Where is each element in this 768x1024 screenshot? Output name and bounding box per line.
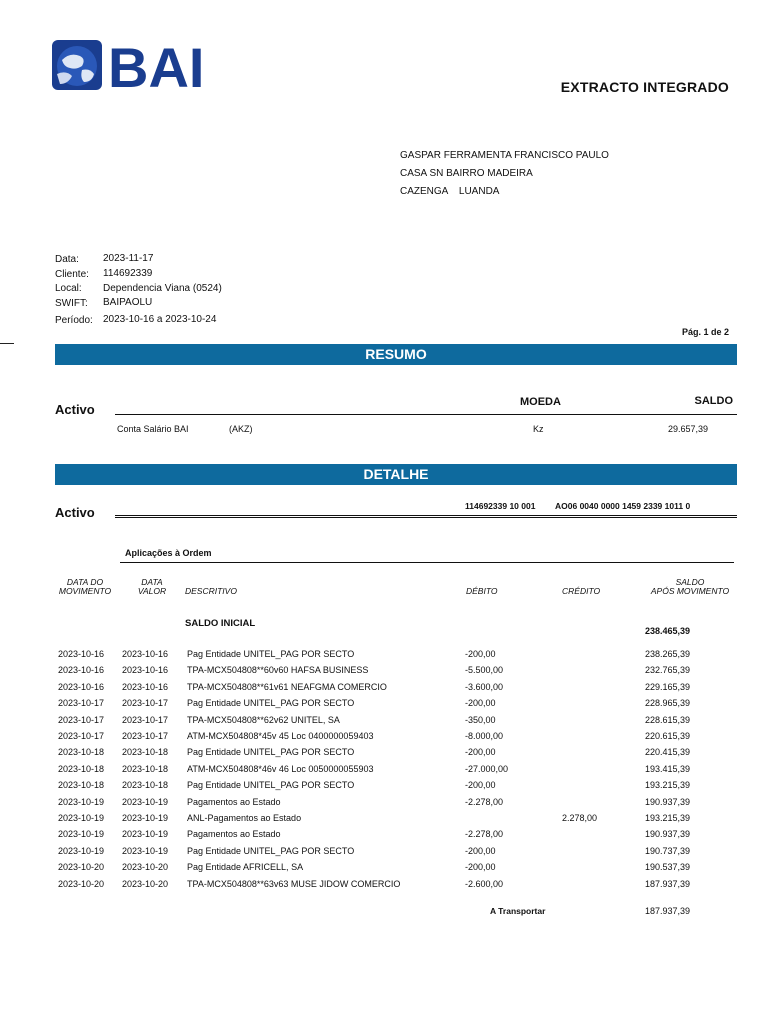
- transport-label: A Transportar: [490, 906, 546, 916]
- row-balance: 193.215,39: [644, 780, 690, 791]
- account-name: Conta Salário BAI: [117, 424, 189, 434]
- row-debit: -5.500,00: [465, 665, 504, 676]
- row-valor-date: 2023-10-17: [122, 731, 169, 741]
- row-description: Pagamentos ao Estado: [187, 796, 281, 807]
- row-valor-date: 2023-10-17: [122, 698, 169, 709]
- globe-icon: [52, 40, 212, 92]
- row-description: Pag Entidade AFRICELL, SA: [187, 862, 304, 873]
- row-debit: -200,00: [465, 862, 496, 873]
- subsection-title: Aplicações à Ordem: [125, 548, 212, 558]
- row-valor-date: 2023-10-18: [122, 763, 169, 774]
- table-row: [0, 846, 768, 862]
- row-description: ANL-Pagamentos ao Estado: [187, 813, 302, 823]
- row-valor-date: 2023-10-16: [122, 665, 169, 676]
- row-valor-date: 2023-10-16: [122, 649, 169, 659]
- row-debit: -200,00: [465, 649, 496, 659]
- table-row: [0, 731, 768, 747]
- resumo-band: RESUMO: [55, 344, 737, 365]
- row-date: 2023-10-18: [58, 780, 105, 791]
- row-credit: 2.278,00: [562, 813, 598, 823]
- row-balance: 193.215,39: [644, 813, 690, 823]
- detalhe-band: DETALHE: [55, 464, 737, 485]
- row-debit: -200,00: [465, 845, 496, 856]
- row-date: 2023-10-20: [58, 862, 105, 873]
- row-balance: 232.765,39: [644, 665, 690, 676]
- swift-label: SWIFT:: [55, 298, 88, 309]
- row-date: 2023-10-19: [58, 845, 105, 856]
- row-date: 2023-10-18: [58, 747, 105, 758]
- row-description: Pagamentos ao Estado: [187, 829, 281, 840]
- row-balance: 220.415,39: [644, 747, 690, 758]
- table-row: [0, 829, 768, 845]
- moeda-header: MOEDA: [520, 396, 561, 408]
- svg-text:BAI: BAI: [108, 40, 205, 92]
- client-value: 114692339: [103, 268, 153, 279]
- row-description: TPA-MCX504808**63v63 MUSE JIDOW COMERCIO: [187, 878, 401, 889]
- row-debit: -200,00: [465, 747, 496, 758]
- table-row: [0, 649, 768, 665]
- row-debit: -2.278,00: [465, 796, 504, 807]
- col-header-data-movimento: [50, 578, 120, 596]
- table-row: [0, 879, 768, 895]
- address-line-3: CAZENGA LUANDA: [400, 186, 500, 197]
- row-balance: 190.937,39: [644, 829, 690, 840]
- row-date: 2023-10-19: [58, 829, 105, 840]
- detalhe-section-title: Activo: [55, 505, 95, 520]
- document-title: EXTRACTO INTEGRADO: [560, 79, 729, 95]
- col-header-debito: DÉBITO: [466, 586, 498, 596]
- account-moeda: Kz: [533, 424, 544, 434]
- row-valor-date: 2023-10-19: [122, 845, 169, 856]
- row-valor-date: 2023-10-19: [122, 829, 169, 840]
- col-header-descritivo: DESCRITIVO: [185, 586, 237, 596]
- transport-value: 187.937,39: [644, 906, 690, 916]
- row-date: 2023-10-20: [58, 878, 105, 889]
- col-header-line: APÓS MOVIMENTO: [650, 586, 730, 596]
- table-row: [0, 715, 768, 731]
- date-value: 2023-11-17: [103, 253, 154, 264]
- account-number: 114692339 10 001: [465, 501, 536, 511]
- row-date: 2023-10-17: [58, 714, 105, 725]
- row-date: 2023-10-19: [58, 813, 105, 823]
- table-row: [0, 780, 768, 796]
- period-label: Período:: [55, 315, 93, 326]
- row-valor-date: 2023-10-19: [122, 813, 169, 823]
- swift-value: BAIPAOLU: [103, 297, 153, 308]
- row-debit: -2.278,00: [465, 829, 504, 840]
- period-value: 2023-10-16 a 2023-10-24: [103, 314, 217, 325]
- row-description: Pag Entidade UNITEL_PAG POR SECTO: [187, 780, 355, 791]
- saldo-inicial-label: SALDO INICIAL: [185, 618, 256, 629]
- table-row: [0, 764, 768, 780]
- account-saldo: 29.657,39: [667, 424, 708, 434]
- row-debit: -27.000,00: [465, 763, 509, 774]
- row-debit: -3.600,00: [465, 681, 504, 692]
- row-valor-date: 2023-10-20: [122, 878, 169, 889]
- row-description: ATM-MCX504808*46v 46 Loc 0050000055903: [187, 763, 374, 774]
- detalhe-divider: [115, 515, 737, 518]
- row-date: 2023-10-16: [58, 649, 105, 659]
- col-header-data-valor: [122, 578, 182, 596]
- row-description: Pag Entidade UNITEL_PAG POR SECTO: [187, 698, 355, 709]
- row-balance: 190.537,39: [644, 862, 690, 873]
- account-currency: (AKZ): [229, 424, 253, 434]
- col-header-credito: CRÉDITO: [562, 586, 601, 596]
- row-valor-date: 2023-10-20: [122, 862, 169, 873]
- date-label: Data:: [55, 254, 79, 265]
- row-balance: 228.965,39: [644, 698, 690, 709]
- row-debit: -200,00: [465, 698, 496, 709]
- row-balance: 193.415,39: [644, 763, 690, 774]
- row-balance: 228.615,39: [644, 714, 690, 725]
- client-label: Cliente:: [55, 269, 89, 280]
- page-number: Pág. 1 de 2: [681, 327, 729, 337]
- row-balance: 190.737,39: [644, 845, 690, 856]
- table-row: [0, 665, 768, 681]
- col-header-line: DATA: [141, 577, 163, 587]
- table-row: [0, 797, 768, 813]
- row-debit: -350,00: [465, 714, 496, 725]
- margin-mark: [0, 343, 14, 344]
- row-date: 2023-10-18: [58, 763, 105, 774]
- row-valor-date: 2023-10-19: [122, 796, 169, 807]
- row-balance: 220.615,39: [644, 731, 690, 741]
- local-label: Local:: [55, 283, 82, 294]
- table-row: [0, 682, 768, 698]
- row-valor-date: 2023-10-18: [122, 747, 169, 758]
- row-valor-date: 2023-10-17: [122, 714, 169, 725]
- saldo-header: SALDO: [694, 395, 733, 407]
- table-row: [0, 813, 768, 829]
- address-line-1: GASPAR FERRAMENTA FRANCISCO PAULO: [400, 150, 609, 161]
- row-description: TPA-MCX504808**62v62 UNITEL, SA: [187, 714, 340, 725]
- row-date: 2023-10-17: [58, 698, 105, 709]
- col-header-line: MOVIMENTO: [58, 586, 112, 596]
- row-balance: 187.937,39: [644, 878, 690, 889]
- row-debit: -2.600,00: [465, 878, 504, 889]
- resumo-section-title: Activo: [55, 402, 95, 417]
- address-line-2: CASA SN BAIRRO MADEIRA: [400, 168, 533, 179]
- local-value: Dependencia Viana (0524): [103, 283, 222, 294]
- col-header-saldo: [640, 578, 740, 596]
- table-row: [0, 698, 768, 714]
- row-description: TPA-MCX504808**60v60 HAFSA BUSINESS: [187, 665, 369, 676]
- col-header-line: SALDO: [675, 577, 705, 587]
- row-date: 2023-10-16: [58, 681, 105, 692]
- row-balance: 229.165,39: [644, 681, 690, 692]
- subsection-divider: [120, 562, 734, 563]
- row-balance: 238.265,39: [644, 649, 690, 659]
- bai-logo: [52, 40, 212, 92]
- row-description: Pag Entidade UNITEL_PAG POR SECTO: [187, 845, 355, 856]
- row-date: 2023-10-17: [58, 731, 105, 741]
- row-description: TPA-MCX504808**61v61 NEAFGMA COMERCIO: [187, 681, 387, 692]
- row-valor-date: 2023-10-18: [122, 780, 169, 791]
- row-debit: -200,00: [465, 780, 496, 791]
- iban: AO06 0040 0000 1459 2339 1011 0: [555, 501, 691, 511]
- row-description: ATM-MCX504808*45v 45 Loc 0400000059403: [187, 731, 374, 741]
- col-header-line: DATA DO: [66, 577, 104, 587]
- row-date: 2023-10-19: [58, 796, 105, 807]
- row-valor-date: 2023-10-16: [122, 681, 169, 692]
- row-balance: 190.937,39: [644, 796, 690, 807]
- row-date: 2023-10-16: [58, 665, 105, 676]
- resumo-divider: [115, 414, 737, 415]
- table-row: [0, 862, 768, 878]
- row-description: Pag Entidade UNITEL_PAG POR SECTO: [187, 747, 355, 758]
- row-debit: -8.000,00: [465, 731, 504, 741]
- saldo-inicial-value: 238.465,39: [644, 626, 690, 636]
- table-row: [0, 747, 768, 763]
- col-header-line: VALOR: [137, 586, 167, 596]
- row-description: Pag Entidade UNITEL_PAG POR SECTO: [187, 649, 355, 659]
